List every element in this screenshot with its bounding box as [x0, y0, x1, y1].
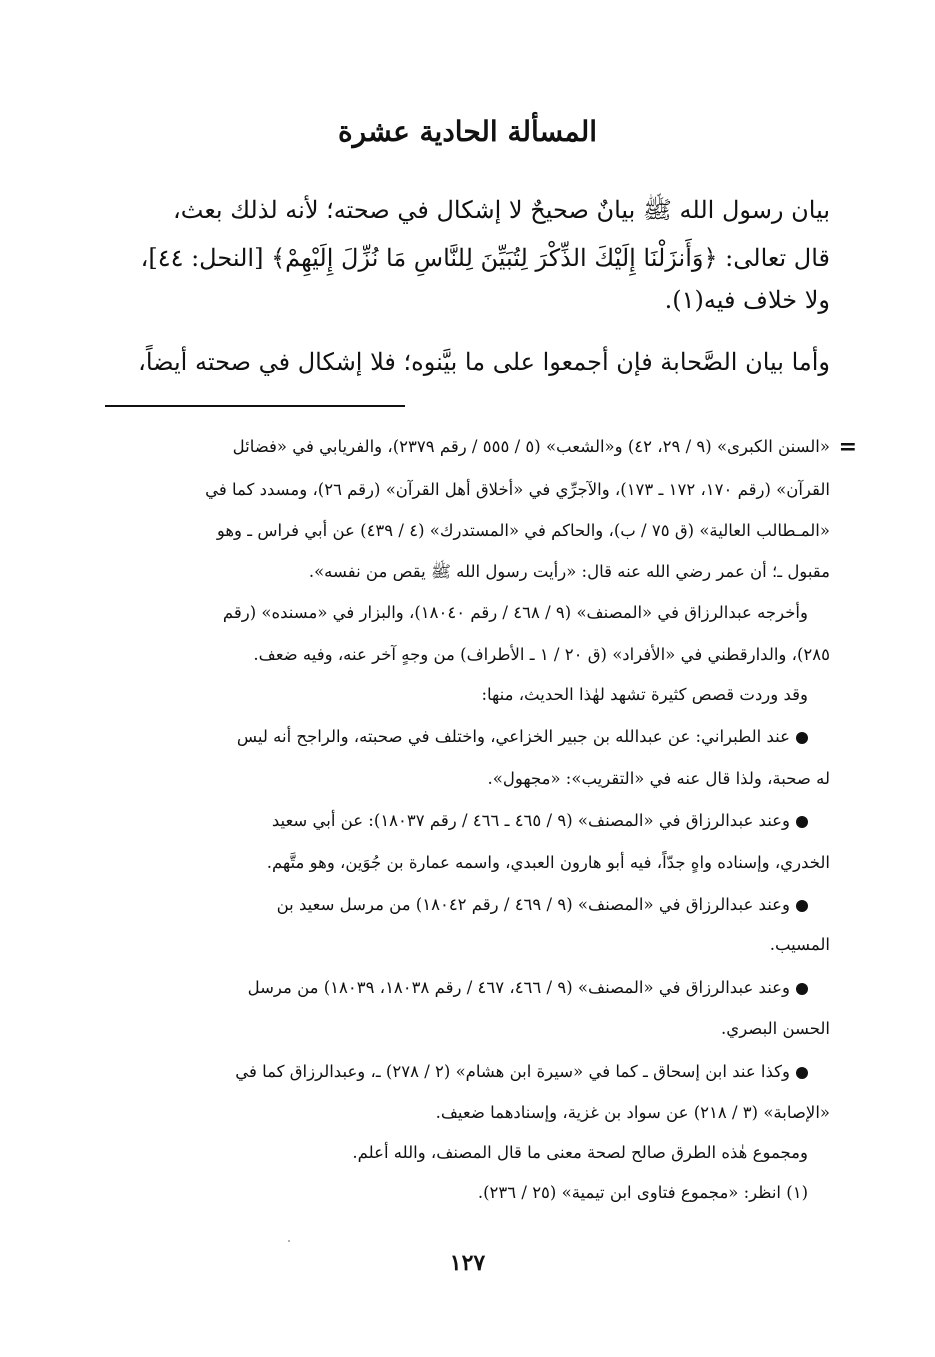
footnote-line: وقد وردت قصص كثيرة تشهد لهٰذا الحديث، منها:	[481, 685, 808, 704]
footnote-line: القرآن» (رقم ١٧٠، ١٧٢ ـ ١٧٣)، والآجرِّي في «أخلاق أهل القرآن» (رقم ٢٦)، ومسدد كما في	[205, 480, 830, 499]
footnote-line: «السنن الكبرى» (٩ / ٢٩، ٤٢) و«الشعب» (٥ / ٥٥٥ / رقم ٢٣٧٩)، والفريابي في «فضائل	[232, 437, 830, 456]
footnote-text: وعند عبدالرزاق في «المصنف» (٩ / ٤٦٥ ـ ٤٦٦ / رقم ١٨٠٣٧): عن أبي سعيد	[271, 811, 790, 830]
main-text-line: ولا خلاف فيه(١).	[664, 286, 830, 314]
bullet-icon	[796, 983, 808, 995]
footnote-line: «المـطالب العالية» (ق ٧٥ / ب)، والحاكم في «المستدرك» (٤ / ٤٣٩) عن أبي فراس ـ وهو	[216, 521, 830, 540]
footnote-line: (١) انظر: «مجموع فتاوى ابن تيمية» (٢٥ / ٢٣٦).	[477, 1183, 808, 1202]
footnote-line: المسيب.	[769, 935, 830, 954]
footnote-line: وأخرجه عبدالرزاق في «المصنف» (٩ / ٤٦٨ / رقم ١٨٠٤٠)، والبزار في «مسنده» (رقم	[222, 603, 808, 622]
footnote-text: وعند عبدالرزاق في «المصنف» (٩ / ٤٦٩ / رقم ١٨٠٤٢) من مرسل سعيد بن	[276, 895, 790, 914]
footnote-line: له صحبة، ولذا قال عنه في «التقريب»: «مجهول».	[487, 769, 830, 788]
footnote-separator	[105, 405, 405, 407]
footnote-bullet-line	[105, 890, 808, 920]
page-speck	[288, 1240, 290, 1242]
footnote-text: عند الطبراني: عن عبدالله بن جبير الخزاعي، واختلف في صحبته، والراجح أنه ليس	[236, 727, 790, 746]
footnote-text: وكذا عند ابن إسحاق ـ كما في «سيرة ابن هشام» (٢ / ٢٧٨) ـ، وعبدالرزاق كما في	[235, 1062, 790, 1081]
main-text-line: قال تعالى: ﴿وَأَنزَلْنَا إِلَيْكَ الذِّكْرَ لِتُبَيِّنَ لِلنَّاسِ مَا نُزِّلَ إِلَيْهِمْ﴾ [النحل: ٤٤]،	[140, 244, 830, 272]
page-number: ١٢٧	[449, 1250, 486, 1276]
footnote-bullet-line	[105, 806, 808, 836]
footnote-line: الخدري، وإسناده واهٍ جدّاً، فيه أبو هارون العبدي، واسمه عمارة بن جُوَين، وهو متَّهم.	[266, 853, 830, 872]
footnote-line: ومجموع هٰذه الطرق صالح لصحة معنى ما قال المصنف، والله أعلم.	[352, 1143, 808, 1162]
footnote-line: مقبول ـ؛ أن عمر رضي الله عنه قال: «رأيت رسول الله ﷺ يقص من نفسه».	[308, 562, 830, 581]
bullet-icon	[796, 900, 808, 912]
main-text-line: وأما بيان الصَّحابة فإن أجمعوا على ما بيَّنوه؛ فلا إشكال في صحته أيضاً،	[138, 348, 830, 376]
footnote-bullet-line	[105, 722, 808, 752]
footnote-bullet-line	[105, 973, 808, 1003]
bullet-icon	[796, 816, 808, 828]
footnote-bullet-line	[105, 1057, 808, 1087]
footnote-line: ٢٨٥)، والدارقطني في «الأفراد» (ق ٢٠ / ١ ـ الأطراف) من وجهٍ آخر عنه، وفيه ضعف.	[253, 645, 830, 664]
section-title: المسألة الحادية عشرة	[337, 115, 598, 148]
footnote-line: الحسن البصري.	[721, 1019, 830, 1038]
footnote-continuation-marker: =	[838, 434, 857, 460]
footnote-text: وعند عبدالرزاق في «المصنف» (٩ / ٤٦٦، ٤٦٧ / رقم ١٨٠٣٨، ١٨٠٣٩) من مرسل	[247, 978, 790, 997]
bullet-icon	[796, 732, 808, 744]
main-text-line: بيان رسول الله ﷺ بيانٌ صحيحٌ لا إشكال في صحته؛ لأنه لذلك بعث،	[173, 196, 830, 224]
footnote-line: «الإصابة» (٣ / ٢١٨) عن سواد بن غزية، وإسنادهما ضعيف.	[435, 1103, 830, 1122]
bullet-icon	[796, 1067, 808, 1079]
